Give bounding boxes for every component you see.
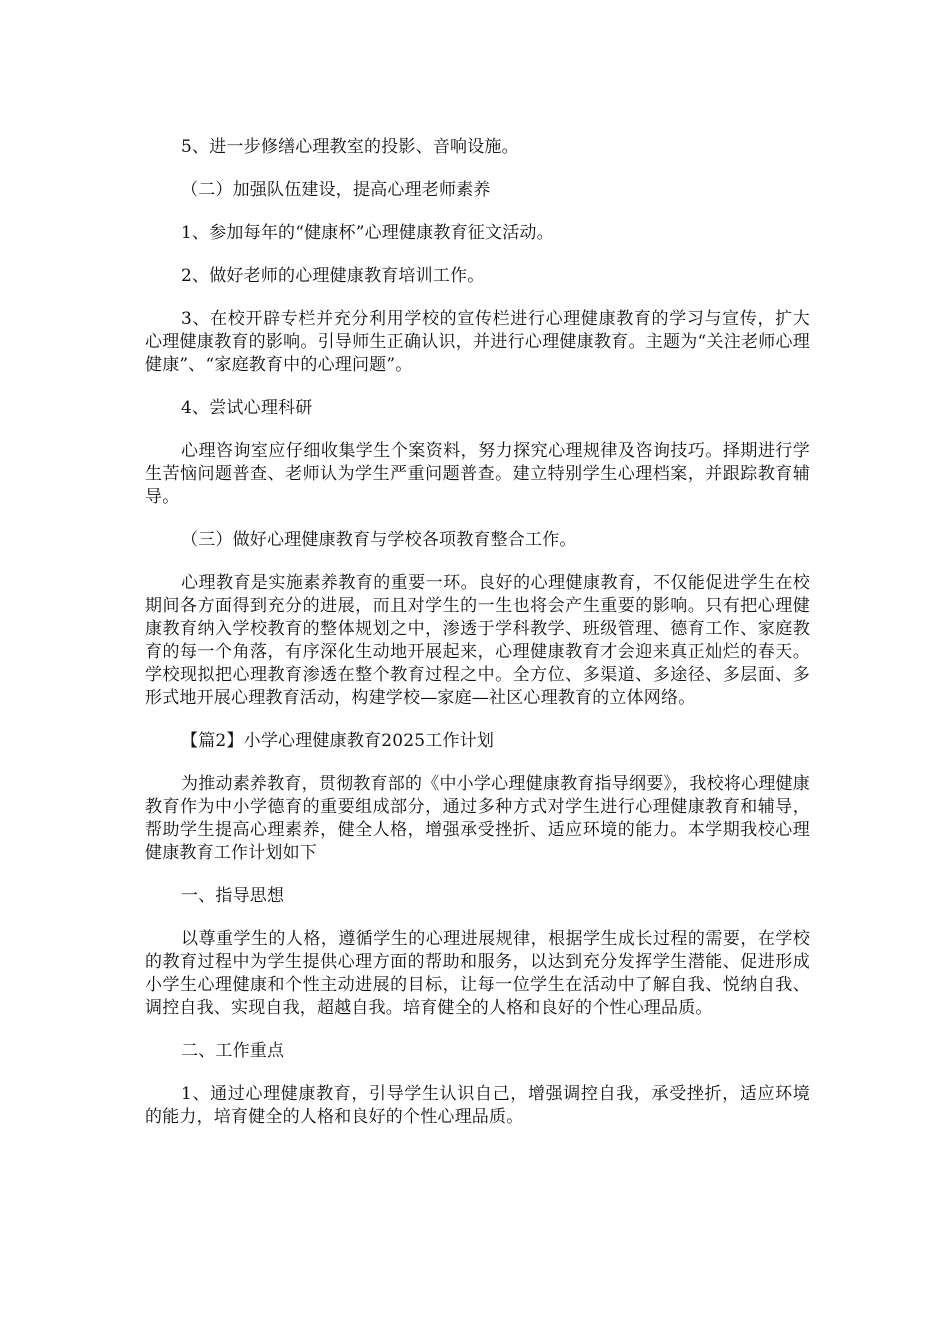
heading-guiding-thought: 一、指导思想 (181, 886, 285, 906)
paragraph-bulletin-column: 3、在校开辟专栏并充分利用学校的宣传栏进行心理健康教育的学习与宣传，扩大心理健康教育的影响。引导师生正确认识，并进行心理健康教育。主题为“关注老师心理健康”、“家庭教育中的心理问题”。 (145, 309, 810, 375)
document-body (145, 136, 810, 1129)
paragraph-counseling-room: 心理咨询室应仔细收集学生个案资料，努力探究心理规律及咨询技巧。择期进行学生苦恼问题普查、老师认为学生严重问题普查。建立特别学生心理档案，并跟踪教育辅导。 (145, 441, 810, 507)
paragraph-intro-part2: 为推动素养教育，贯彻教育部的《中小学心理健康教育指导纲要》，我校将心理健康教育作为中小学德育的重要组成部分，通过多种方式对学生进行心理健康教育和辅导，帮助学生提高心理素养，健全人格，增强承受挫折、适应环境的能力。本学期我校心理健康教育工作计划如下 (145, 774, 810, 863)
heading-research: 4、尝试心理科研 (181, 398, 313, 418)
paragraph-work-focus-1: 1、通过心理健康教育，引导学生认识自己，增强调控自我，承受挫折，适应环境的能力，培育健全的人格和良好的个性心理品质。 (145, 1084, 810, 1127)
paragraph-guiding-thought: 以尊重学生的人格，遵循学生的心理进展规律，根据学生成长过程的需要，在学校的教育过程中为学生提供心理方面的帮助和服务，以达到充分发挥学生潜能、促进形成小学生心理健康和个性主动进展的目标，让每一位学生在活动中了解自我、悦纳自我、调控自我、实现自我，超越自我。培育健全的人格和良好的个性心理品质。 (145, 929, 810, 1018)
paragraph-essay-activity: 1、参加每年的“健康杯”心理健康教育征文活动。 (181, 223, 554, 243)
heading-team-building: （二）加强队伍建设，提高心理老师素养 (181, 180, 491, 200)
paragraph-psychology-education: 心理教育是实施素养教育的重要一环。良好的心理健康教育，不仅能促进学生在校期间各方面得到充分的进展，而且对学生的一生也将会产生重要的影响。只有把心理健康教育纳入学校教育的整体规划之中，渗透于学科教学、班级管理、德育工作、家庭教育的每一个角落，有序深化生动地开展起来，心理健康教育才会迎来真正灿烂的春天。学校现拟把心理教育渗透在整个教育过程之中。全方位、多渠道、多途径、多层面、多形式地开展心理教育活动，构建学校—家庭—社区心理教育的立体网络。 (145, 573, 810, 708)
paragraph-facility-repair: 5、进一步修缮心理教室的投影、音响设施。 (181, 137, 519, 157)
section-title-part2: 【篇2】小学心理健康教育2025工作计划 (181, 731, 495, 751)
heading-work-focus: 二、工作重点 (181, 1041, 285, 1061)
paragraph-teacher-training: 2、做好老师的心理健康教育培训工作。 (181, 266, 485, 286)
heading-integration: （三）做好心理健康教育与学校各项教育整合工作。 (181, 530, 577, 550)
